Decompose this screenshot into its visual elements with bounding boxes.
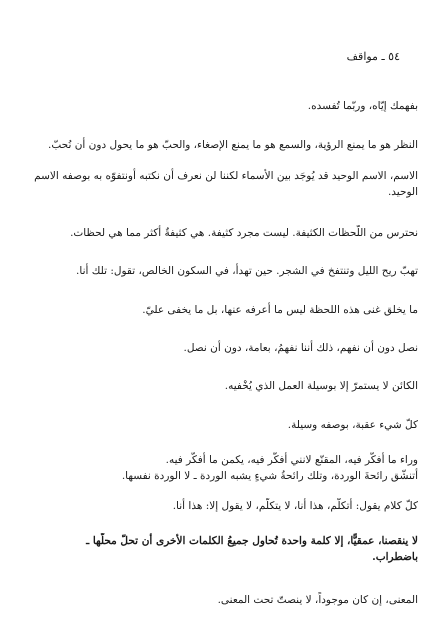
paragraph-12 [30,533,418,565]
paragraph-9: كلّ شيء عقبة، بوصفه وسيلة. [287,419,418,431]
paragraph-3-line-1: الاسم، الاسم الوحيد قد يُوجَد بين الأسماء لكننا لن نعرف أن نكتبه أونتفوّه به بوصفه الاسم [34,170,418,182]
paragraph-11: كلّ كلام يقول: أتكلّم، هذا أنا، لا يتكلّم، لا يقول إلا: هذا أنا. [172,500,418,512]
paragraph-1: بفهمك إيّاه، وربّما تُفسده. [307,100,418,112]
paragraph-10 [30,452,418,484]
paragraph-10-line-2: أتنشّق رائحةَ الوردة، وتلك رائحةُ شيءٍ يشبه الوردة ـ لا الوردة نفسها. [121,470,418,482]
paragraph-3 [30,168,418,200]
paragraph-3-line-2: الوحيد. [387,186,418,198]
paragraph-6: ما يخلق غنى هذه اللحظة ليس ما أعرفه عنها، بل ما يخفى عليّ. [142,304,418,316]
paragraph-12-line-2: باضطراب. [372,551,418,563]
paragraph-12-line-1: لا ينقصنا، عمقيًّا، إلا كلمة واحدة تُحاول جميعُ الكلمات الأخرى أن تحلّ محلّها ـ [86,535,418,547]
paragraph-13: المعنى، إن كان موجوداً، لا ينصتّ تحت المعنى. [217,594,418,606]
paragraph-5: تهبّ ريح الليل وتنتفخ في الشجر. حين تهدأ، في السكون الخالص، تقول: تلك أنا. [76,265,418,277]
paragraph-7: نصل دون أن نفهم، ذلك أننا نفهمُ، بعامة، دون أن نصل. [183,342,418,354]
paragraph-10-line-1: وراء ما أفكّر فيه، المقنّع لانني أفكّر فيه، يكمن ما أفكّر فيه. [165,454,418,466]
paragraph-4: نحترس من اللّحظات الكثيفة. ليست مجرد كثيفة. هي كثيفةٌ أكثر مما هي لحظات. [70,227,418,239]
paragraph-2: النظر هو ما يمنع الرؤية، والسمع هو ما يمنع الإصغاء، والحبّ هو ما يحول دون أن نُحبّ. [48,139,418,151]
running-header: ٥٤ ـ مواقف [346,50,400,63]
paragraph-8: الكائن لا يستمرّ إلا بوسيلة العمل الذي يُخْفيه. [224,380,418,392]
